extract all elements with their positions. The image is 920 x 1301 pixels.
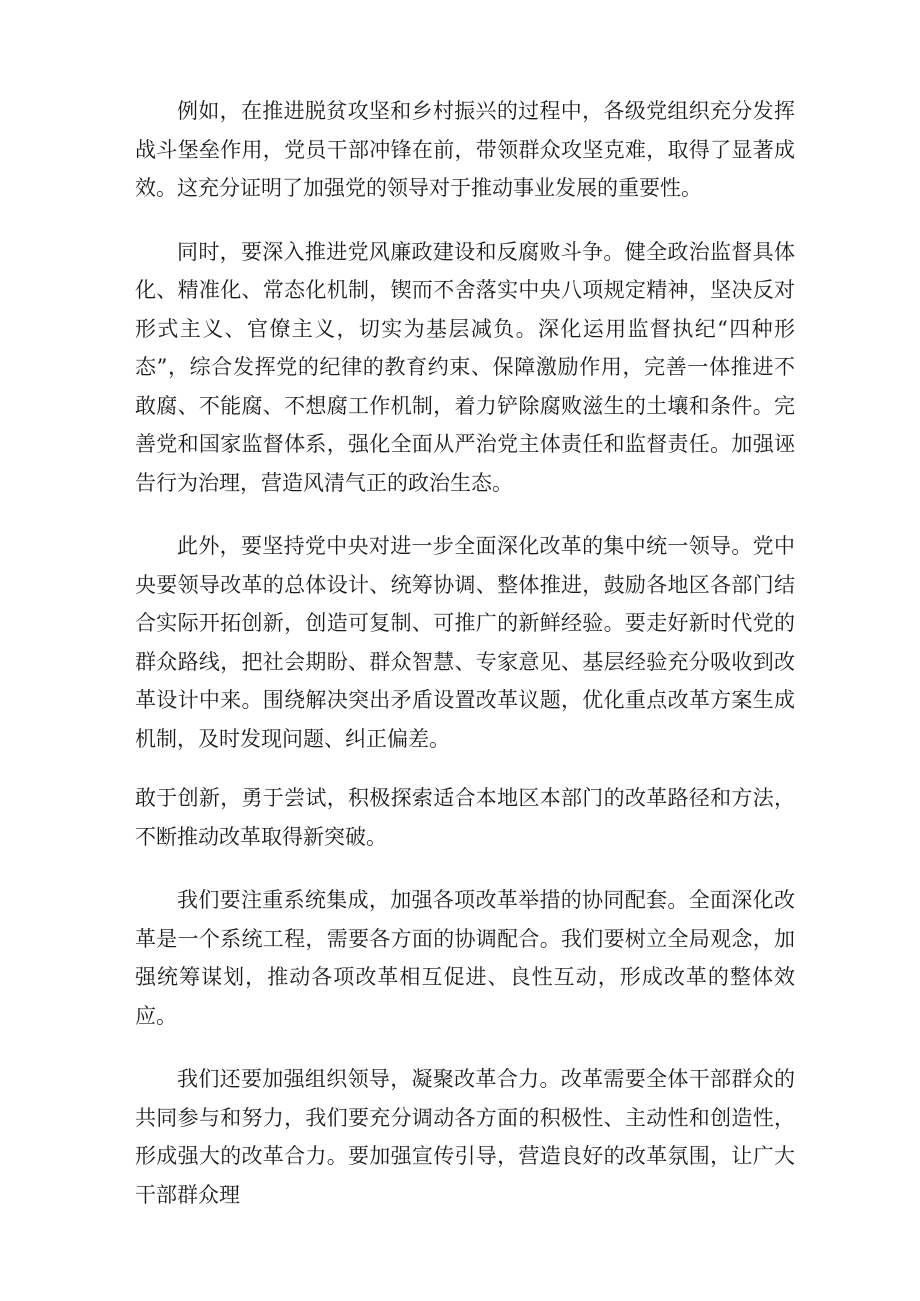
paragraph-anti-corruption: 同时，要深入推进党风廉政建设和反腐败斗争。健全政治监督具体化、精准化、常态化机制，锲而不舍落实中央八项规定精神，坚决反对形式主义、官僚主义，切实为基层减负。深化运用监督执纪“四种形态”，综合发挥党的纪律的教育约束、保障激励作用，完善一体推进不敢腐、不能腐、不想腐工作机制，着力铲除腐败滋生的土壤和条件。完善党和国家监督体系，强化全面从严治党主体责任和监督责任。加强诬告行为治理，营造风清气正的政治生态。 bbox=[135, 239, 795, 495]
paragraph-reform-leadership: 此外，要坚持党中央对进一步全面深化改革的集中统一领导。党中央要领导改革的总体设计、统筹协调、整体推进，鼓励各地区各部门结合实际开拓创新，创造可复制、可推广的新鲜经验。要走好新时代党的群众路线，把社会期盼、群众智慧、专家意见、基层经验充分吸收到改革设计中来。围绕解决突出矛盾设置改革议题，优化重点改革方案生成机制，及时发现问题、纠正偏差。 bbox=[135, 534, 795, 751]
paragraph-organizational-leadership: 我们还要加强组织领导，凝聚改革合力。改革需要全体干部群众的共同参与和努力，我们要充分调动各方面的积极性、主动性和创造性，形成强大的改革合力。要加强宣传引导，营造良好的改革氛围，让广大干部群众理 bbox=[135, 1067, 795, 1207]
paragraph-poverty-alleviation: 例如，在推进脱贫攻坚和乡村振兴的过程中，各级党组织充分发挥战斗堡垒作用，党员干部冲锋在前，带领群众攻坚克难，取得了显著成效。这充分证明了加强党的领导对于推动事业发展的重要性。 bbox=[135, 99, 795, 200]
paragraph-spacer bbox=[135, 758, 795, 779]
paragraph-spacer bbox=[135, 1035, 795, 1060]
paragraph-system-integration: 我们要注重系统集成，加强各项改革举措的协同配套。全面深化改革是一个系统工程，需要各方面的协调配合。我们要树立全局观念，加强统筹谋划，推动各项改革相互促进、良性互动，形成改革的整体效应。 bbox=[135, 888, 795, 1028]
document-page bbox=[135, 92, 795, 1214]
paragraph-spacer bbox=[135, 502, 795, 527]
paragraph-innovation: 敢于创新，勇于尝试，积极探索适合本地区本部门的改革路径和方法，不断推动改革取得新突破。 bbox=[135, 786, 795, 849]
paragraph-spacer bbox=[135, 208, 795, 233]
paragraph-spacer bbox=[135, 856, 795, 881]
